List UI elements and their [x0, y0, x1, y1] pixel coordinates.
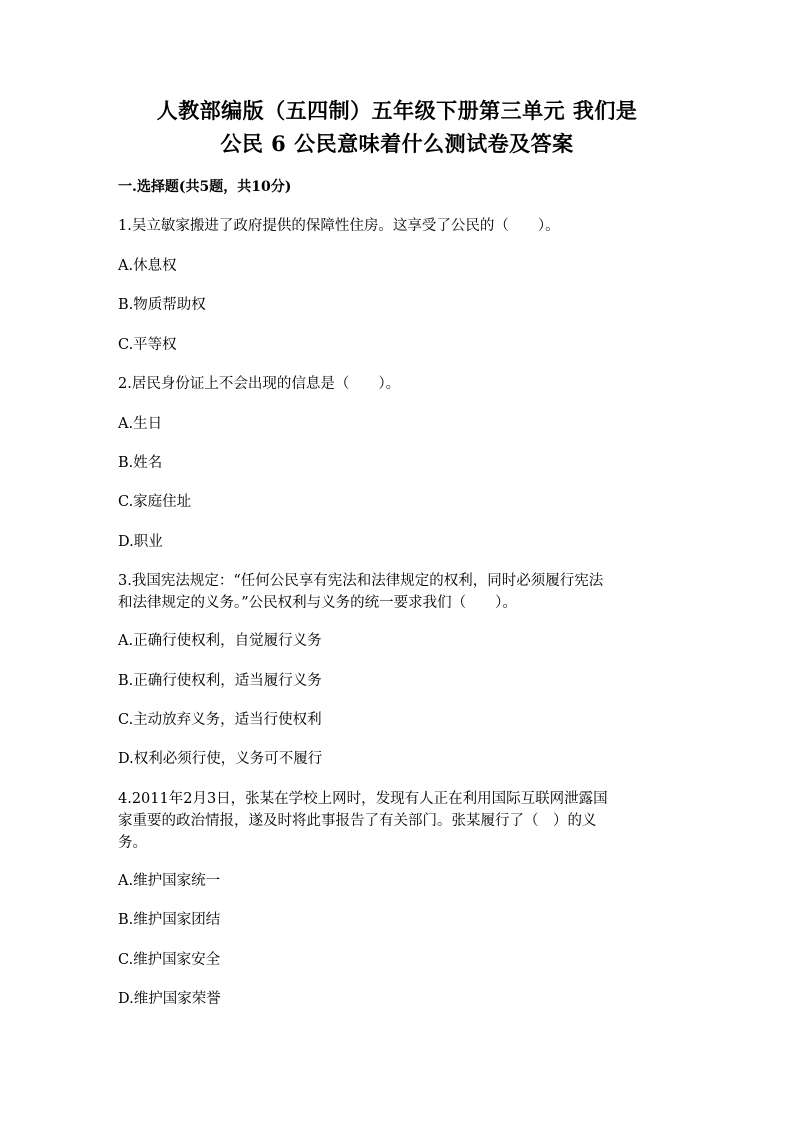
- question-4-option-c: C.维护国家安全: [118, 952, 221, 968]
- question-3-option-c: C.主动放弃义务，适当行使权利: [118, 712, 322, 728]
- question-3-stem-line-1: 3.我国宪法规定：“任何公民享有宪法和法律规定的权利，同时必须履行宪法: [118, 573, 604, 589]
- question-4-option-a: A.维护国家统一: [118, 873, 221, 889]
- document-title-line-2: 公民 6 公民意味着什么测试卷及答案: [220, 131, 574, 156]
- question-2-option-a: A.生日: [118, 416, 163, 432]
- question-1-option-b: B.物质帮助权: [118, 297, 206, 313]
- section-heading: 一.选择题(共5题，共10分): [118, 179, 292, 195]
- question-4-option-d: D.维护国家荣誉: [118, 991, 221, 1007]
- question-2-option-b: B.姓名: [118, 455, 163, 471]
- question-1-stem: 1.吴立敏家搬进了政府提供的保障性住房。这享受了公民的（ ）。: [118, 218, 560, 234]
- document-title-line-1: 人教部编版（五四制）五年级下册第三单元 我们是: [156, 98, 638, 123]
- question-4-stem-line-2: 家重要的政治情报，遂及时将此事报告了有关部门。张某履行了（ ）的义: [118, 813, 597, 829]
- question-4-stem-line-1: 4.2011年2月3日，张某在学校上网时，发现有人正在利用国际互联网泄露国: [118, 791, 608, 807]
- question-2-option-d: D.职业: [118, 534, 163, 550]
- question-2-stem: 2.居民身份证上不会出现的信息是（ ）。: [118, 376, 401, 392]
- question-4-stem-line-3: 务。: [118, 835, 147, 851]
- question-2-option-c: C.家庭住址: [118, 494, 192, 510]
- question-3-stem-line-2: 和法律规定的义务。”公民权利与义务的统一要求我们（ ）。: [118, 595, 517, 611]
- question-1-option-c: C.平等权: [118, 337, 177, 353]
- question-1-option-a: A.休息权: [118, 258, 177, 274]
- question-3-option-b: B.正确行使权利，适当履行义务: [118, 673, 322, 689]
- question-3-option-d: D.权利必须行使，义务可不履行: [118, 751, 323, 767]
- question-3-option-a: A.正确行使权利，自觉履行义务: [118, 633, 322, 649]
- question-4-option-b: B.维护国家团结: [118, 912, 221, 928]
